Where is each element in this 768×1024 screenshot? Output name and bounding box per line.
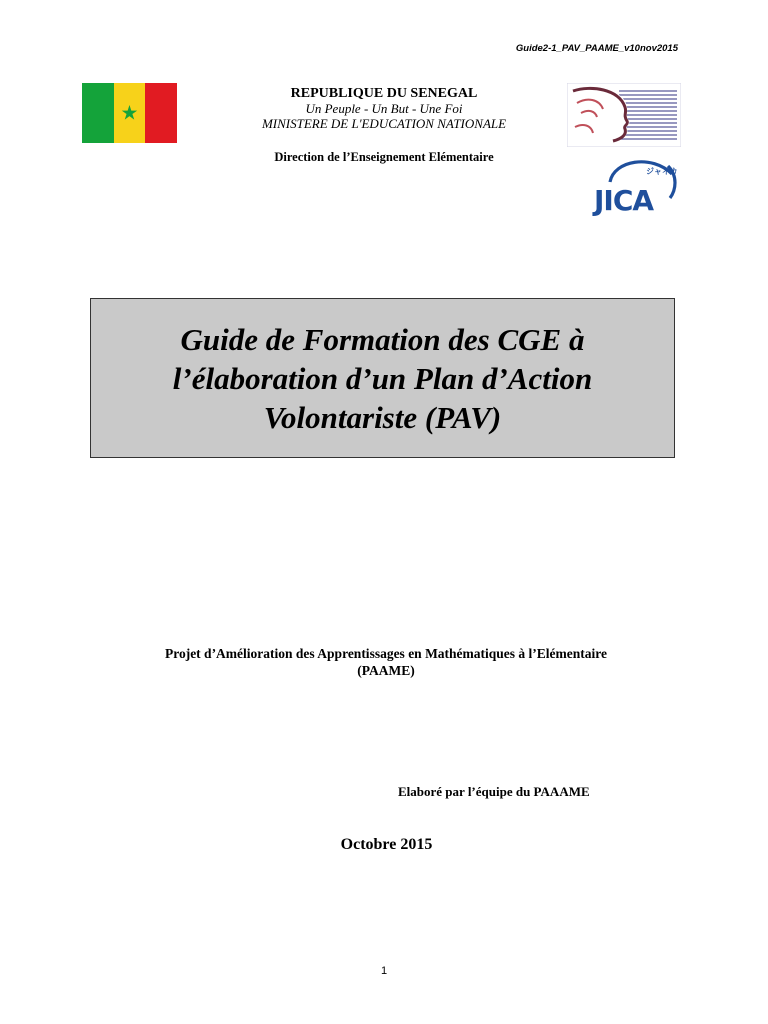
star-icon: ★ xyxy=(120,100,139,125)
jica-logo xyxy=(590,152,680,216)
direction-name: Direction de l’Enseignement Elémentaire xyxy=(274,150,494,164)
project-name-line: Projet d’Amélioration des Apprentissages en Mathématiques à l’Elémentaire xyxy=(164,646,608,661)
document-title: Guide de Formation des CGE à l’élaboration d’un Plan d’Action Volontariste (PAV) xyxy=(172,321,593,435)
title-box xyxy=(90,298,675,458)
page-number: 1 xyxy=(380,965,388,977)
project-name xyxy=(60,645,712,679)
senegal-flag xyxy=(82,83,177,143)
publication-date: Octobre 2015 xyxy=(340,836,433,853)
national-motto: Un Peuple - Un But - Une Foi xyxy=(305,101,463,116)
jica-katakana: ジャイカ xyxy=(646,167,678,176)
flag-band-red xyxy=(145,83,177,143)
author-line: Elaboré par l’équipe du PAAAME xyxy=(398,784,590,799)
ministry-name: MINISTERE DE L'EDUCATION NATIONALE xyxy=(261,116,507,131)
header-block xyxy=(200,86,568,131)
jica-wordmark: JICA xyxy=(594,184,654,216)
flag-band-yellow xyxy=(114,83,146,143)
project-acronym: (PAAME) xyxy=(357,663,415,678)
republic-heading: REPUBLIQUE DU SENEGAL xyxy=(290,86,478,101)
flag-band-green xyxy=(82,83,114,143)
document-reference: Guide2-1_PAV_PAAME_v10nov2015 xyxy=(515,43,678,54)
paame-logo xyxy=(567,83,681,147)
